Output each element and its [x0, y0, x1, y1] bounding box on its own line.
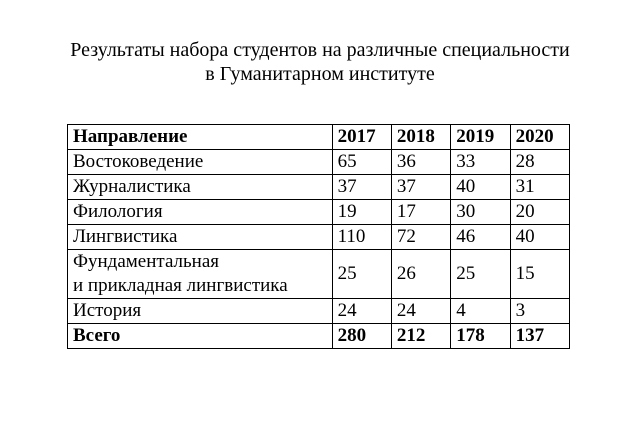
header-2019: 2019 [451, 125, 510, 150]
row-value: 40 [510, 225, 569, 250]
header-2018: 2018 [391, 125, 450, 150]
row-value: 110 [332, 225, 391, 250]
row-value: 24 [332, 299, 391, 324]
row-name-line-2: и прикладная лингвистика [73, 275, 288, 296]
title-line-1: Результаты набора студентов на различные специальности [70, 39, 570, 61]
row-name: Лингвистика [68, 225, 333, 250]
row-value: 4 [451, 299, 510, 324]
row-value: 26 [391, 250, 450, 299]
document-title [0, 38, 640, 86]
row-value: 37 [332, 175, 391, 200]
row-value: 25 [451, 250, 510, 299]
total-row [68, 324, 570, 349]
row-value: 25 [332, 250, 391, 299]
row-value: 15 [510, 250, 569, 299]
header-direction: Направление [68, 125, 333, 150]
header-2017: 2017 [332, 125, 391, 150]
row-value: 33 [451, 150, 510, 175]
table-header-row [68, 125, 570, 150]
row-value: 72 [391, 225, 450, 250]
row-name: Филология [68, 200, 333, 225]
table-row [68, 225, 570, 250]
row-value: 65 [332, 150, 391, 175]
row-value: 28 [510, 150, 569, 175]
table-row [68, 200, 570, 225]
admissions-table [67, 124, 570, 349]
row-name: Журналистика [68, 175, 333, 200]
header-2020: 2020 [510, 125, 569, 150]
table-row [68, 150, 570, 175]
title-line-2: в Гуманитарном институте [205, 63, 435, 85]
row-value: 3 [510, 299, 569, 324]
total-value: 178 [451, 324, 510, 349]
total-value: 280 [332, 324, 391, 349]
row-value: 36 [391, 150, 450, 175]
row-value: 24 [391, 299, 450, 324]
row-value: 46 [451, 225, 510, 250]
total-label: Всего [68, 324, 333, 349]
row-value: 17 [391, 200, 450, 225]
total-value: 137 [510, 324, 569, 349]
row-name: Востоковедение [68, 150, 333, 175]
table-row [68, 250, 570, 299]
row-name-line-1: Фундаментальная [73, 251, 220, 272]
total-value: 212 [391, 324, 450, 349]
table-row [68, 299, 570, 324]
row-name: История [68, 299, 333, 324]
row-name [68, 250, 333, 299]
row-value: 31 [510, 175, 569, 200]
row-value: 19 [332, 200, 391, 225]
row-value: 30 [451, 200, 510, 225]
row-value: 37 [391, 175, 450, 200]
row-value: 40 [451, 175, 510, 200]
table-row [68, 175, 570, 200]
row-value: 20 [510, 200, 569, 225]
